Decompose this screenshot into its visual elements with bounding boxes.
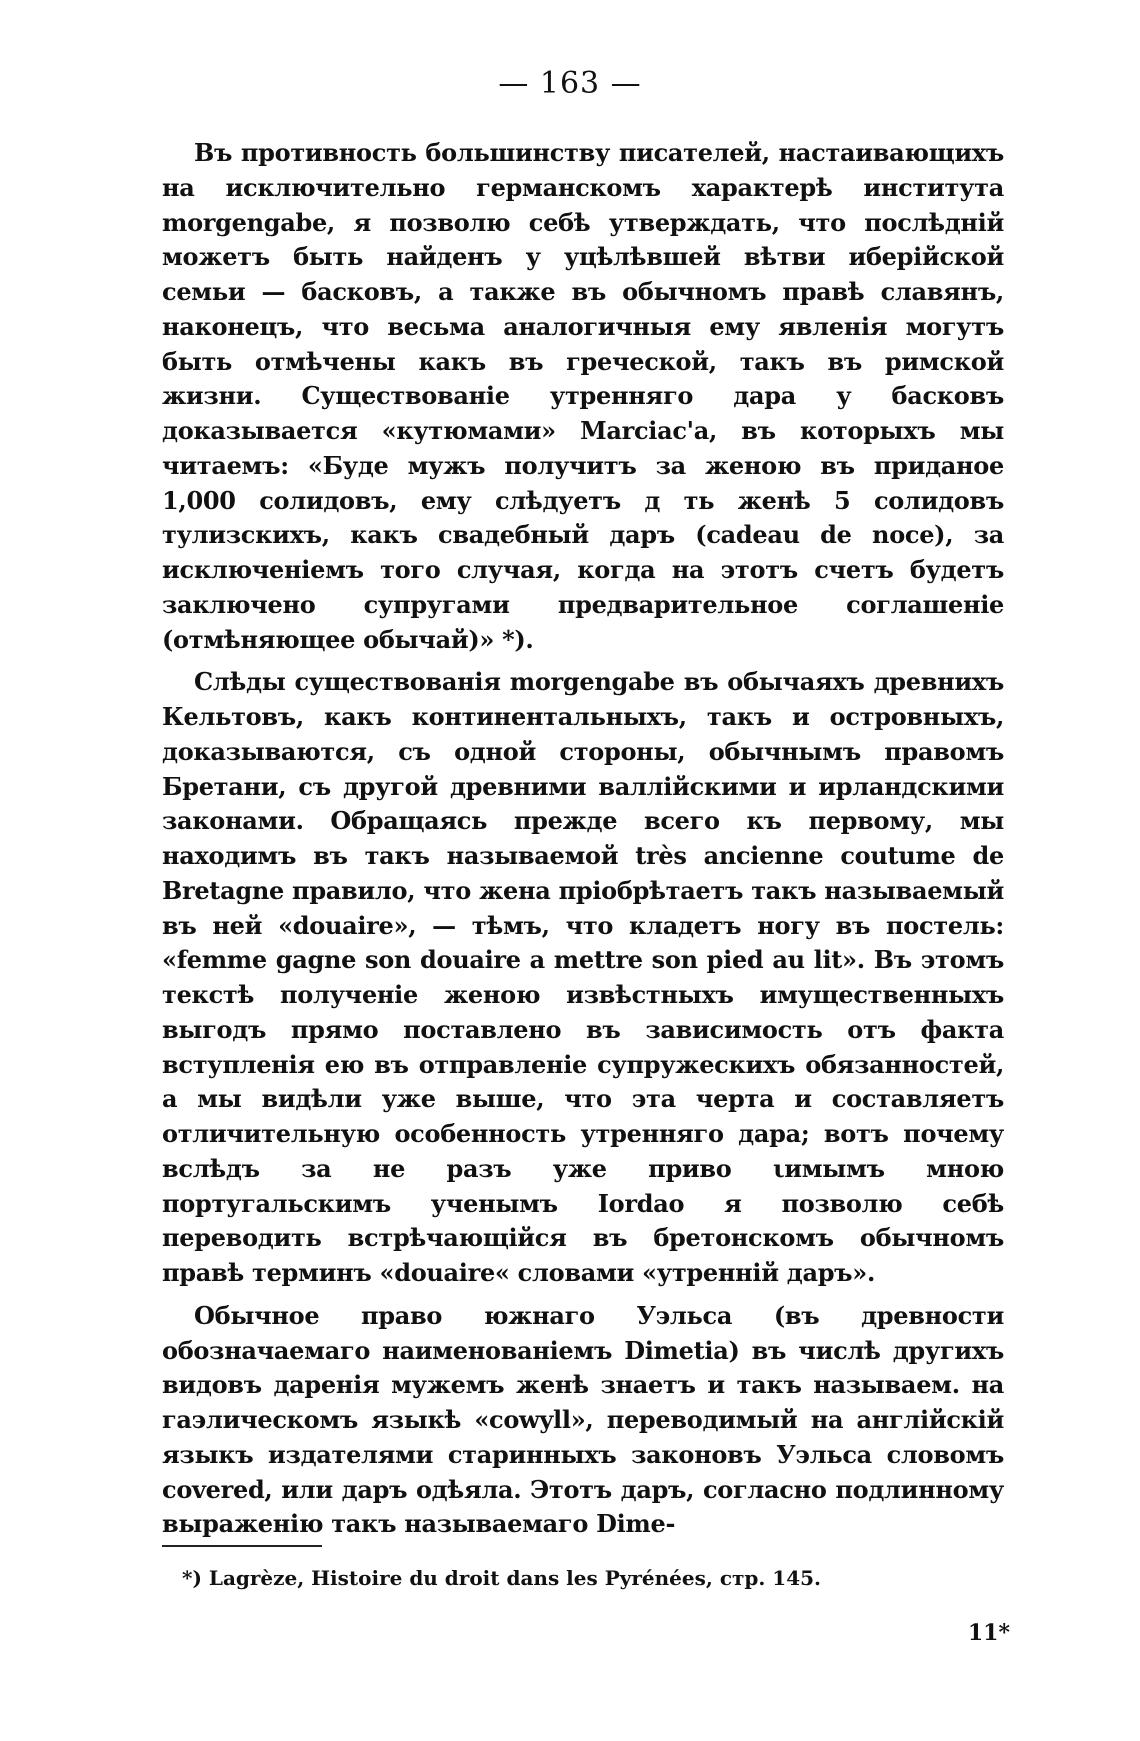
footnote-divider	[162, 1545, 322, 1547]
footnote: *) Lagrèze, Histoire du droit dans les Pyrénées, стр. 145.	[182, 1566, 822, 1590]
paragraph: Слѣды существованія morgengabe въ обычаяхъ древнихъ Кельтовъ, какъ континентальныхъ, такъ и островныхъ, доказываются, съ одной стороны, обычнымъ правомъ Бретани, съ другой древними валлійскими и ирландскими законами. Обращаясь прежде всего къ первому, мы находимъ въ такъ называемой très ancienne coutume de Bretagne правило, что жена пріобрѣтаетъ такъ называемый въ ней «douaire», — тѣмъ, что кладетъ ногу въ постель: «femme gagne son douaire a mettre son pied au lit». Въ этомъ текстѣ полученіе женою извѣстныхъ имущественныхъ выгодъ прямо поставлено въ зависимость отъ факта вступленія ею въ отправленіе супружескихъ обязанностей, а мы видѣли уже выше, что эта черта и составляетъ отличительную особенность утренняго дара; вотъ почему вслѣдъ за не разъ уже приво ιимымъ мною португальскимъ ученымъ Iordao я позволю себѣ переводить встрѣчающійся въ бретонскомъ обычномъ правѣ терминъ «douaire« словами «утренній даръ».	[162, 667, 1004, 1287]
page-number: — 163 —	[498, 66, 642, 101]
paragraph: Въ противность большинству писателей, настаивающихъ на исключительно германскомъ характерѣ института morgengabe, я позволю себѣ утверждать, что послѣдній можетъ быть найденъ у уцѣлѣвшей вѣтви иберійской семьи — басковъ, а также въ обычномъ правѣ славянъ, наконецъ, что весьма аналогичныя ему явленія могутъ быть отмѣчены какъ въ греческой, такъ въ римской жизни. Существованіе утренняго дара у басковъ доказывается «кутюмами» Marciac'а, въ которыхъ мы читаемъ: «Буде мужъ получитъ за женою въ приданое 1,000 солидовъ, ему слѣдуетъ д ть женѣ 5 солидовъ тулизскихъ, какъ свадебный даръ (cadeau de noce), за исключеніемъ того случая, когда на этотъ счетъ будетъ заключено супругами предварительное соглашеніе (отмѣняющее обычай)» *).	[162, 138, 1004, 654]
body-text	[162, 136, 1004, 1542]
signature-mark: 11*	[967, 1620, 1010, 1646]
paragraph: Обычное право южнаго Уэльса (въ древности обозначаемаго наименованіемъ Dimetia) въ числѣ другихъ видовъ даренія мужемъ женѣ знаетъ и такъ называем. на гаэлическомъ языкѣ «cowyll», переводимый на англійскій языкъ издателями старинныхъ законовъ Уэльса словомъ covered, или даръ одѣяла. Этотъ даръ, согласно подлинному выраженію такъ называемаго Dime-	[162, 1300, 1004, 1539]
